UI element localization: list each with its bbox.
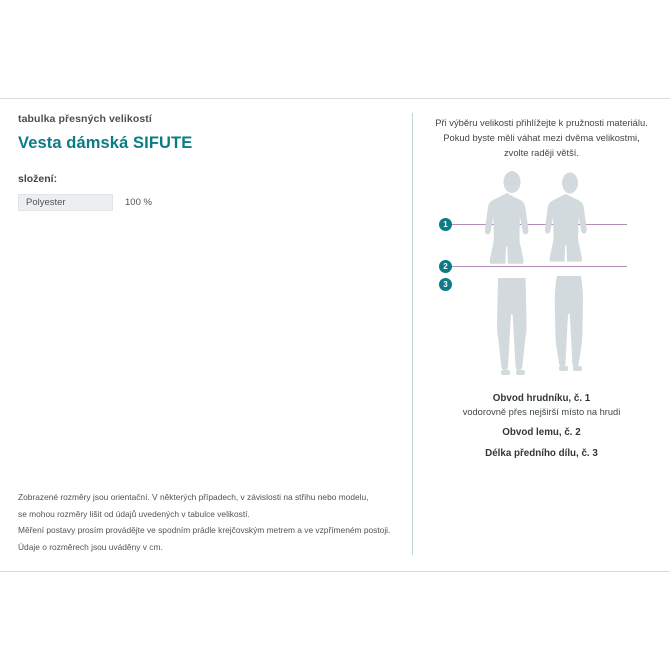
size-chart-sheet	[0, 98, 670, 572]
footnote-line-4: Údaje o rozměrech jsou uváděny v cm.	[18, 541, 163, 552]
right-column	[413, 99, 670, 571]
legend-block	[427, 393, 656, 459]
legend-title-3: Délka předního dílu, č. 3	[485, 448, 598, 459]
body-figures-svg	[472, 168, 612, 383]
footnote-line-1: Zobrazené rozměry jsou orientační. V některých případech, v závislosti na střihu nebo modelu,	[18, 492, 369, 502]
footnote-block	[18, 489, 390, 555]
intro-text	[433, 115, 650, 160]
body-figures	[472, 168, 612, 383]
measurement-badge-2: 2	[439, 260, 452, 273]
footnote-line-2: se mohou rozměry lišit od údajů uvedených v tabulce velikostí.	[18, 508, 250, 519]
page-title: Vesta dámská SIFUTE	[18, 134, 193, 152]
measurement-badge-3: 3	[439, 278, 452, 291]
legend-subtitle-1: vodorovně přes nejširší místo na hrudi	[462, 407, 621, 417]
measurement-figure	[427, 168, 656, 383]
composition-percent: 100 %	[125, 197, 152, 208]
composition-row	[18, 194, 390, 211]
legend-title-2: Obvod lemu, č. 2	[502, 427, 581, 438]
left-column	[0, 99, 412, 571]
composition-material: Polyester	[18, 194, 113, 211]
footnote-line-3: Měření postavy prosím provádějte ve spodním prádle krejčovským metrem a ve vzpřímeném postoji.	[18, 525, 391, 535]
legend-title-1: Obvod hrudníku, č. 1	[492, 393, 591, 404]
measurement-badge-1: 1	[439, 218, 452, 231]
intro-line-2: Pokud byste měli váhat mezi dvěma velikostmi,	[443, 132, 640, 143]
sheet-inner	[0, 99, 670, 571]
kicker-text: tabulka přesných velikostí	[18, 113, 152, 125]
intro-line-3: zvolte raději větší.	[503, 147, 580, 158]
composition-label: složení:	[18, 173, 58, 185]
intro-line-1: Při výběru velikosti přihlížejte k pružnosti materiálu.	[435, 117, 648, 128]
